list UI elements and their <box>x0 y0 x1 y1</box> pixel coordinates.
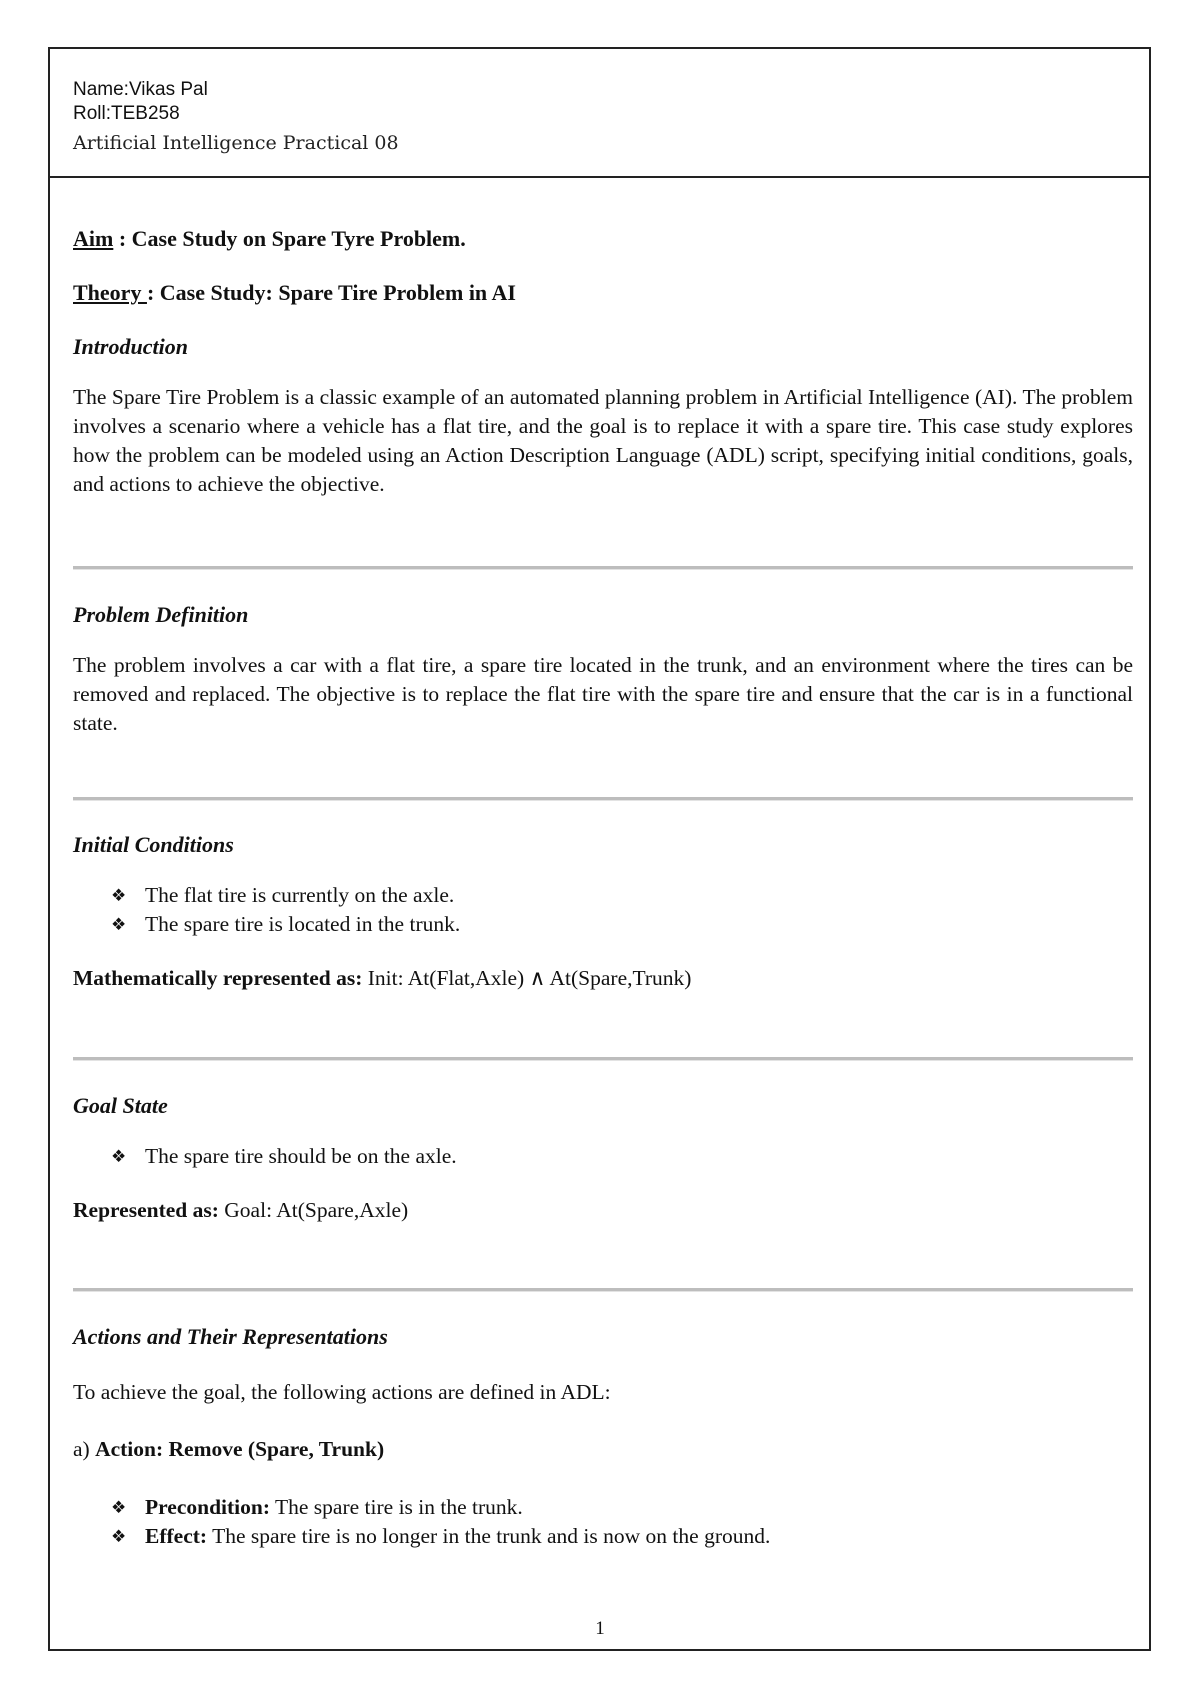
math-label: Mathematically represented as: <box>73 966 363 990</box>
list-item: ❖ The flat tire is currently on the axle. <box>73 881 1133 910</box>
actions-heading: Actions and Their Representations <box>73 1324 388 1349</box>
problem-definition-paragraph: The problem involves a car with a flat tire, a spare tire located in the trunk, and an environment where the tires can be removed and replaced. The objective is to replace the flat tire with the spare tire and ensure that the car is in a functional state. <box>73 653 1133 735</box>
theory-label: Theory <box>73 280 147 305</box>
theory-text: : Case Study: Spare Tire Problem in AI <box>146 280 516 305</box>
section-divider <box>73 566 1133 570</box>
action-a-details <box>73 1493 1133 1551</box>
diamond-bullet-icon: ❖ <box>111 1147 127 1166</box>
list-item: ❖ Effect: The spare tire is no longer in the trunk and is now on the ground. <box>73 1522 1133 1551</box>
goal-state-heading: Goal State <box>73 1093 168 1118</box>
problem-definition-heading: Problem Definition <box>73 602 249 627</box>
diamond-bullet-icon: ❖ <box>111 915 127 934</box>
diamond-bullet-icon: ❖ <box>111 1527 127 1546</box>
diamond-bullet-icon: ❖ <box>111 886 127 905</box>
list-item: ❖ The spare tire is located in the trunk. <box>73 910 1133 939</box>
diamond-bullet-icon: ❖ <box>111 1498 127 1517</box>
list-item: ❖ The spare tire should be on the axle. <box>73 1142 1133 1171</box>
page-number: 1 <box>595 1618 605 1639</box>
introduction-heading: Introduction <box>73 334 188 359</box>
action-a-title: a) Action: Remove (Spare, Trunk) <box>73 1437 385 1461</box>
introduction-paragraph: The Spare Tire Problem is a classic example of an automated planning problem in Artificial Intelligence (AI). The problem involves a scenario where a vehicle has a flat tire, and the goal is to replace it with a spare tire. This case study explores how the problem can be modeled using an Action Description Language (ADL) script, specifying initial conditions, goals, and actions to achieve the objective. <box>73 385 1133 496</box>
math-value: Init: At(Flat,Axle) ∧ At(Spare,Trunk) <box>362 966 692 990</box>
goal-state-list <box>73 1142 1133 1171</box>
actions-intro: To achieve the goal, the following actions are defined in ADL: <box>73 1380 611 1404</box>
document-header <box>73 78 1133 156</box>
theory-line <box>73 280 1133 306</box>
aim-line <box>73 226 1133 252</box>
practical-title: Artificial Intelligence Practical 08 <box>73 132 399 154</box>
goal-label: Represented as: <box>73 1198 219 1222</box>
student-name: Name:Vikas Pal <box>73 79 208 100</box>
section-divider <box>73 797 1133 801</box>
list-item: ❖ Precondition: The spare tire is in the trunk. <box>73 1493 1133 1522</box>
goal-value: Goal: At(Spare,Axle) <box>218 1198 409 1222</box>
section-divider <box>73 1057 1133 1061</box>
header-divider <box>48 176 1151 178</box>
initial-conditions-list <box>73 881 1133 939</box>
roll-number: Roll:TEB258 <box>73 103 180 124</box>
goal-representation <box>73 1198 1133 1223</box>
section-divider <box>73 1288 1133 1292</box>
math-representation <box>73 966 1133 991</box>
aim-label: Aim <box>73 226 114 251</box>
initial-conditions-heading: Initial Conditions <box>73 832 234 857</box>
aim-text: : Case Study on Spare Tyre Problem. <box>113 226 466 251</box>
